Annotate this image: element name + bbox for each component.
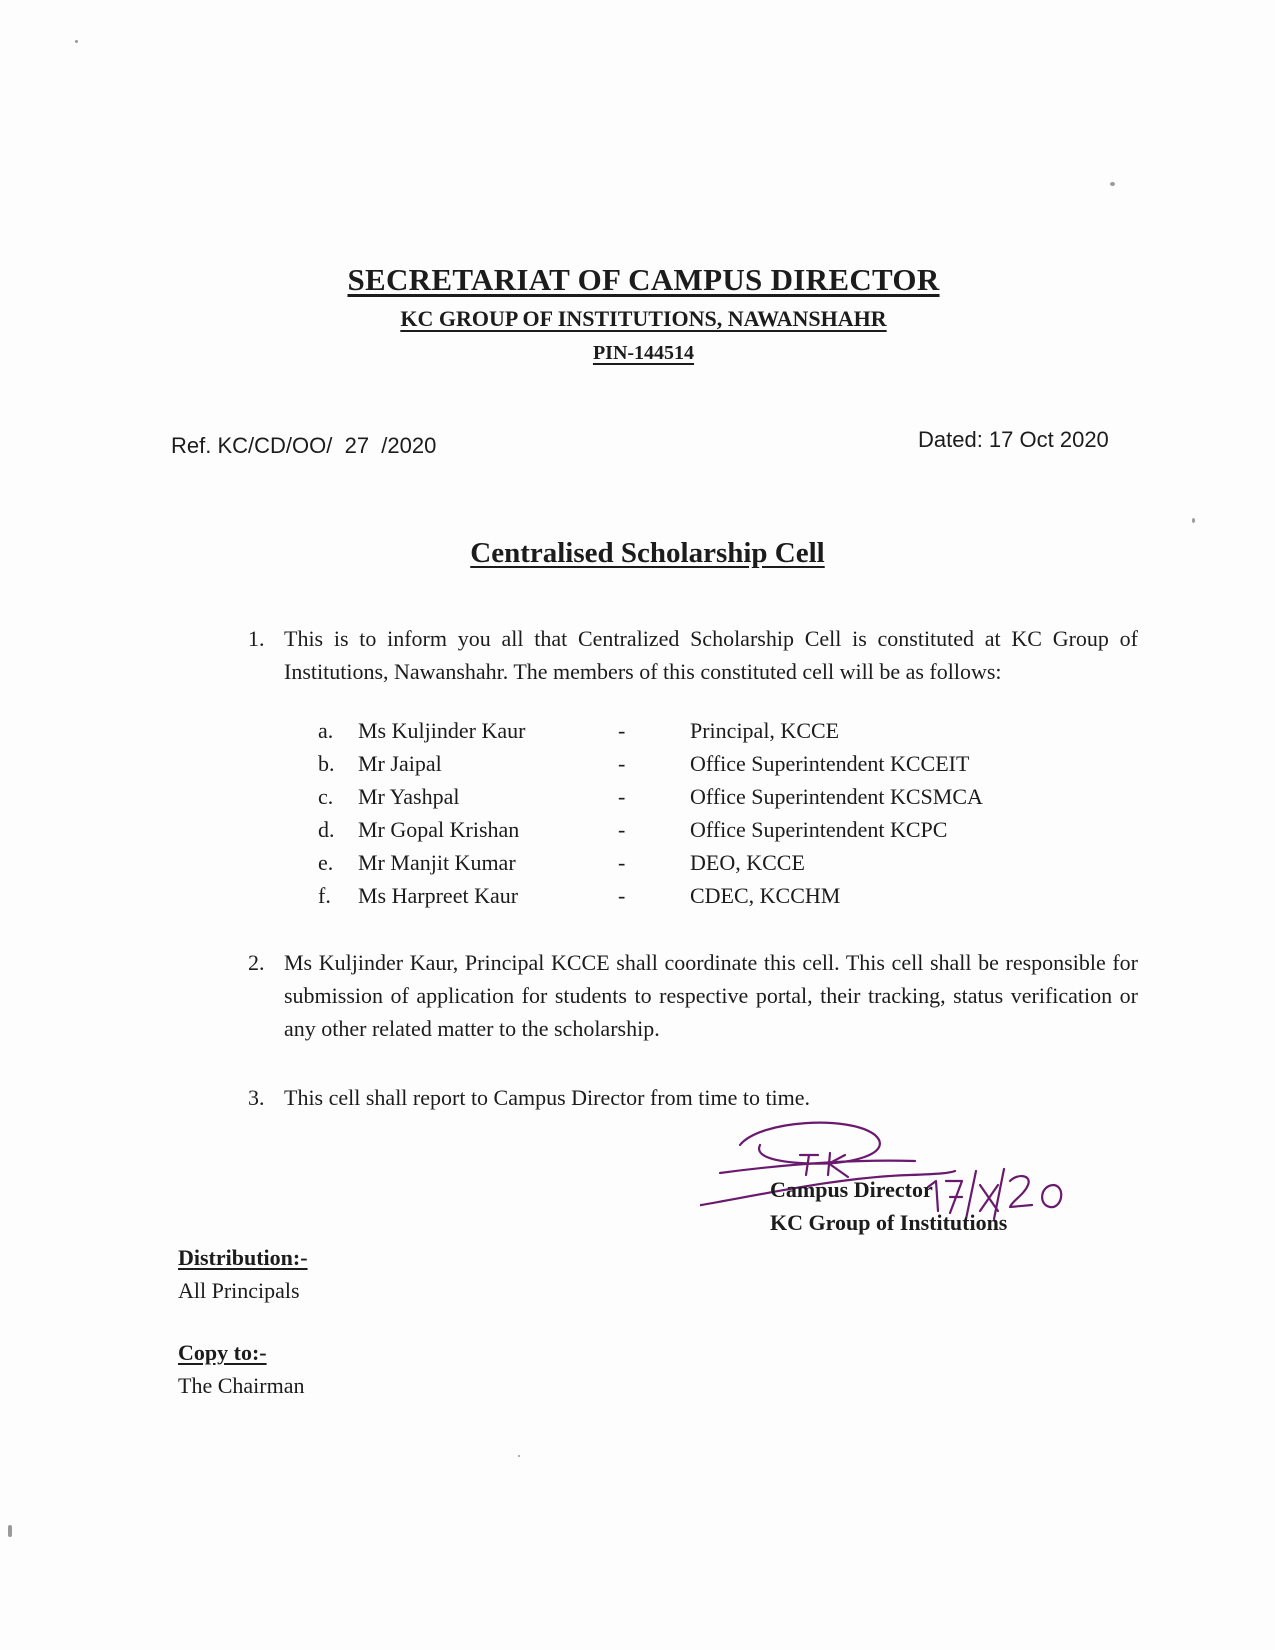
header-organization: KC GROUP OF INSTITUTIONS, NAWANSHAHR bbox=[400, 306, 887, 331]
member-letter: d. bbox=[318, 817, 335, 842]
member-separator: - bbox=[618, 784, 626, 809]
member-separator: - bbox=[618, 718, 626, 743]
member-name: Ms Harpreet Kaur bbox=[358, 883, 519, 908]
distribution-heading: Distribution:- bbox=[178, 1245, 308, 1270]
member-separator: - bbox=[618, 850, 626, 875]
member-letter: b. bbox=[318, 751, 335, 776]
paragraph-text: This cell shall report to Campus Director from time to time. bbox=[284, 1085, 811, 1110]
header-title: SECRETARIAT OF CAMPUS DIRECTOR bbox=[347, 262, 940, 297]
member-letter: c. bbox=[318, 784, 334, 809]
member-separator: - bbox=[618, 883, 626, 908]
scan-speck bbox=[1192, 518, 1195, 523]
distribution-value: All Principals bbox=[178, 1278, 300, 1303]
member-role: Office Superintendent KCSMCA bbox=[690, 784, 983, 809]
member-name: Mr Gopal Krishan bbox=[358, 817, 520, 842]
member-separator: - bbox=[618, 817, 626, 842]
copy-to-heading: Copy to:- bbox=[178, 1340, 267, 1365]
paragraph-number: 2. bbox=[248, 950, 265, 975]
reference-number: Ref. KC/CD/OO/ 27 /2020 bbox=[171, 433, 437, 458]
paragraph-2 bbox=[248, 946, 1138, 1045]
scan-speck bbox=[518, 1455, 520, 1457]
paragraph-3 bbox=[248, 1081, 1138, 1114]
member-role: CDEC, KCCHM bbox=[690, 883, 841, 908]
paragraph-text: Ms Kuljinder Kaur, Principal KCCE shall coordinate this cell. This cell shall be responsible for submission of application for students to respective portal, their tracking, status verification or any other related matter to the scholarship. bbox=[284, 950, 1138, 1041]
member-role: Principal, KCCE bbox=[690, 718, 840, 743]
member-role: Office Superintendent KCCEIT bbox=[690, 751, 970, 776]
document-title: Centralised Scholarship Cell bbox=[470, 537, 825, 569]
member-separator: - bbox=[618, 751, 626, 776]
header-pin: PIN-144514 bbox=[592, 342, 695, 364]
scan-speck bbox=[8, 1525, 12, 1537]
member-role: DEO, KCCE bbox=[690, 850, 805, 875]
member-name: Mr Manjit Kumar bbox=[358, 850, 516, 875]
member-letter: a. bbox=[318, 718, 334, 743]
member-name: Ms Kuljinder Kaur bbox=[358, 718, 526, 743]
paragraph-1 bbox=[248, 622, 1138, 688]
member-letter: e. bbox=[318, 850, 334, 875]
paragraph-number: 1. bbox=[248, 626, 265, 651]
member-role: Office Superintendent KCPC bbox=[690, 817, 948, 842]
paragraph-text: This is to inform you all that Centralized Scholarship Cell is constituted at KC Group of Institutions, Nawanshahr. The members of this constituted cell will be as follows: bbox=[284, 626, 1138, 684]
scan-speck bbox=[1110, 182, 1115, 186]
member-name: Mr Jaipal bbox=[358, 751, 442, 776]
document-date: Dated: 17 Oct 2020 bbox=[918, 427, 1109, 452]
paragraph-number: 3. bbox=[248, 1085, 265, 1110]
member-letter: f. bbox=[318, 883, 331, 908]
copy-to-value: The Chairman bbox=[178, 1373, 305, 1398]
signatory-organization: KC Group of Institutions bbox=[770, 1210, 1008, 1235]
signatory-title: Campus Director bbox=[770, 1177, 933, 1202]
member-name: Mr Yashpal bbox=[358, 784, 460, 809]
scan-speck bbox=[75, 40, 78, 43]
handwritten-signature bbox=[700, 1115, 1120, 1225]
